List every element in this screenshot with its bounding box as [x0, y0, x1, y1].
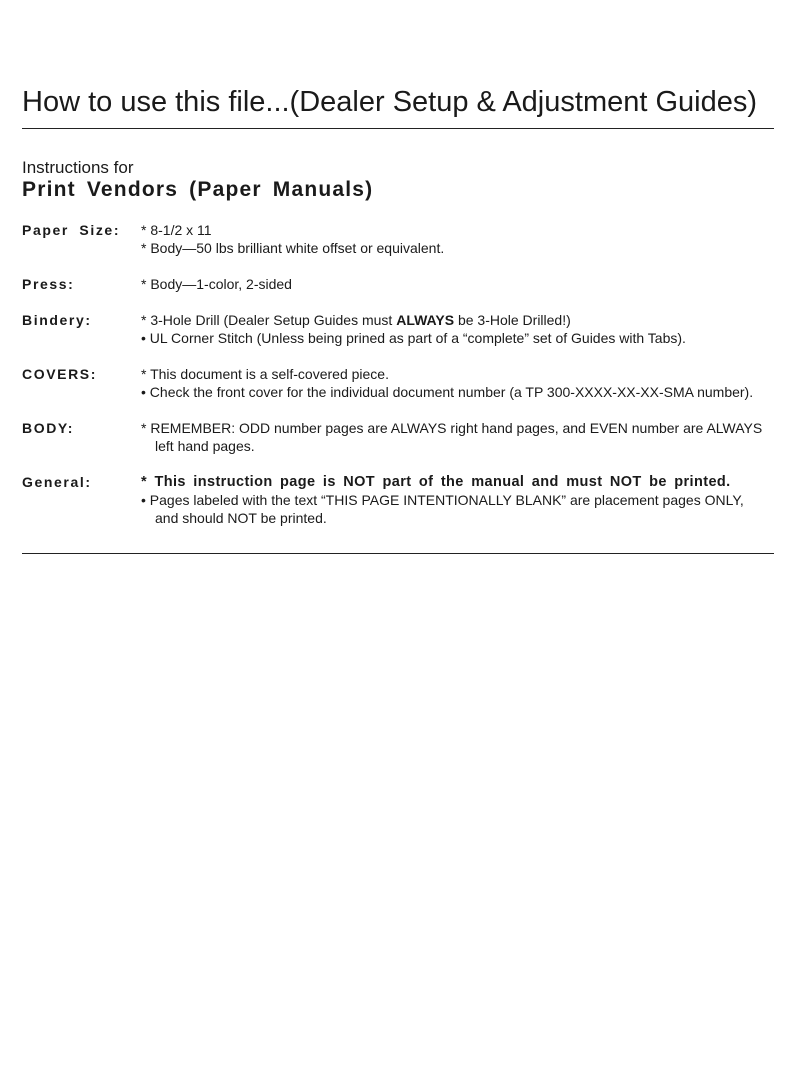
- paper-body-line: * Body—50 lbs brilliant white offset or equivalent.: [141, 240, 445, 256]
- body-remember-continued: left hand pages.: [155, 438, 255, 454]
- print-vendors-heading: Print Vendors (Paper Manuals): [22, 178, 374, 201]
- always-emphasis: ALWAYS: [396, 312, 455, 328]
- body-details: [141, 419, 791, 455]
- bindery-drill-text: * 3-Hole Drill (Dealer Setup Guides must: [141, 312, 397, 328]
- paper-size-details: [141, 221, 791, 257]
- bindery-stitch-line: • UL Corner Stitch (Unless being prined as part of a “complete” set of Guides with Tabs).: [141, 330, 686, 346]
- paper-size-line: * 8-1/2 x 11: [141, 222, 212, 238]
- general-label: General:: [22, 474, 92, 490]
- press-details: [141, 275, 791, 293]
- general-blank-pages-line: • Pages labeled with the text “THIS PAGE INTENTIONALLY BLANK” are placement pages ONLY,: [141, 492, 744, 508]
- page-title: How to use this file...(Dealer Setup & Adjustment Guides): [22, 86, 758, 118]
- bindery-drill-text-end: be 3-Hole Drilled!): [454, 312, 571, 328]
- covers-label: COVERS:: [22, 366, 97, 382]
- general-not-printed-line: * This instruction page is NOT part of the manual and must NOT be printed.: [141, 474, 731, 490]
- paper-size-label: Paper Size:: [22, 222, 121, 238]
- title-divider: [22, 128, 774, 129]
- body-label: BODY:: [22, 420, 75, 436]
- body-remember-line: * REMEMBER: ODD number pages are ALWAYS right hand pages, and EVEN number are ALWAYS: [141, 420, 763, 436]
- bindery-details: [141, 311, 791, 347]
- bindery-drill-line: [141, 311, 791, 329]
- covers-document-number-line: • Check the front cover for the individual document number (a TP 300-XXXX-XX-XX-SMA number).: [141, 384, 754, 400]
- press-label: Press:: [22, 276, 75, 292]
- general-blank-pages-continued: and should NOT be printed.: [155, 510, 327, 526]
- press-line: * Body—1-color, 2-sided: [141, 276, 292, 292]
- bottom-divider: [22, 553, 774, 554]
- bindery-label: Bindery:: [22, 312, 92, 328]
- instructions-for-label: Instructions for: [22, 158, 134, 177]
- covers-self-covered-line: * This document is a self-covered piece.: [141, 366, 389, 382]
- covers-details: [141, 365, 791, 401]
- general-details: [141, 473, 791, 527]
